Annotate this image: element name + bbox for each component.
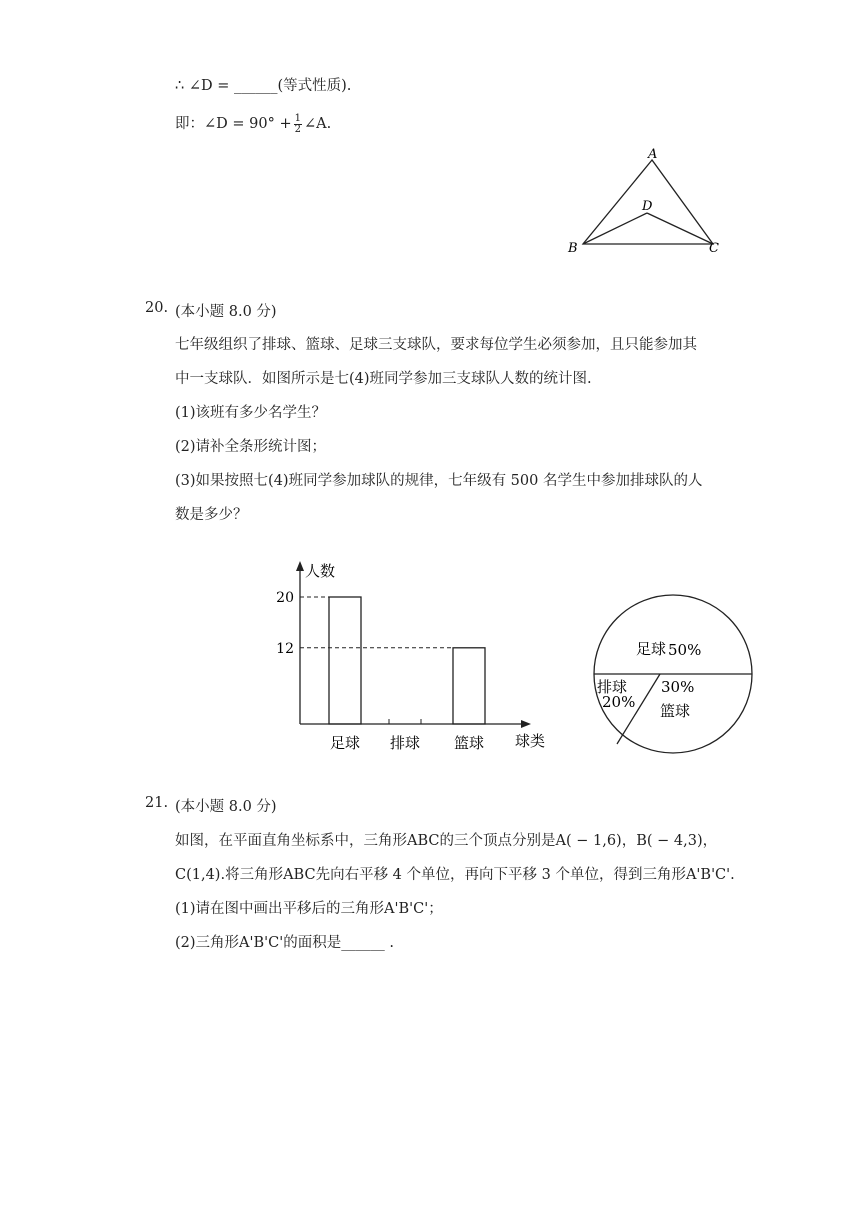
x-tick-label: 足球: [329, 734, 361, 752]
label-c: C: [709, 241, 719, 256]
q20-sub1: (1)该班有多少名学生？: [175, 405, 327, 421]
triangle-abc: [583, 160, 713, 244]
pie-slice-label: 足球: [636, 640, 667, 658]
q19-result-line: [175, 112, 331, 135]
y-axis-arrow: [296, 561, 304, 571]
q20-sub2: (2)请补全条形统计图；: [175, 439, 327, 455]
y-axis-label: 人数: [305, 562, 336, 580]
q20-para-line2: 中一支球队．如图所示是七(4)班同学参加三支球队人数的统计图.: [175, 371, 592, 387]
pie-slice-label: 篮球: [660, 702, 691, 720]
x-axis-arrow: [521, 720, 531, 728]
q21-sub2: (2)三角形A'B'C'的面积是______ .: [175, 935, 394, 951]
x-tick-label: 排球: [389, 734, 421, 752]
fraction-numerator: 1: [294, 112, 301, 124]
q21-line1: 如图，在平面直角坐标系中，三角形ABC的三个顶点分别是A( − 1,6)，B( − 4,3)，: [175, 833, 718, 849]
q20-sub3-line1: (3)如果按照七(4)班同学参加球队的规律，七年级有 500 名学生中参加排球队的人: [175, 473, 703, 489]
half-fraction: [294, 114, 302, 135]
q20-score: (本小题 8.0 分): [175, 304, 277, 320]
q21-score: (本小题 8.0 分): [175, 799, 277, 815]
label-d: D: [642, 199, 653, 214]
pie-divider-diagonal: [617, 674, 660, 744]
pie-slice-percent: 50%: [668, 641, 702, 659]
q20-para-line1: 七年级组织了排球、篮球、足球三支球队，要求每位学生必须参加，且只能参加其: [175, 337, 697, 353]
label-a: A: [648, 147, 658, 162]
segment-bd: [583, 213, 647, 244]
segment-cd: [647, 213, 713, 244]
q19-result-prefix: 即：∠D = 90° +: [175, 116, 292, 132]
q21-number: 21.: [145, 795, 169, 811]
x-tick-label: 篮球: [453, 734, 485, 752]
bar-篮球: [453, 648, 485, 724]
pie-slice-percent: 30%: [661, 678, 695, 696]
label-b: B: [568, 241, 578, 256]
x-axis-label: 球类: [515, 732, 546, 750]
y-tick-label: 12: [276, 640, 294, 657]
pie-slice-percent: 20%: [602, 693, 636, 711]
y-tick-label: 20: [276, 590, 294, 606]
pie-circle: [594, 595, 752, 753]
fraction-denominator: 2: [294, 123, 301, 135]
q19-conclusion-line: ∴ ∠D = ______(等式性质).: [175, 78, 352, 94]
q21-line2: C(1,4).将三角形ABC先向右平移 4 个单位，再向下平移 3 个单位，得到三角形A'B'C'.: [175, 867, 735, 883]
q19-result-suffix: ∠A.: [303, 116, 332, 132]
q20-number: 20.: [145, 300, 169, 316]
q20-sub3-line2: 数是多少？: [175, 507, 248, 523]
pie-slice-label: 排球: [597, 678, 628, 696]
bar-足球: [329, 597, 361, 724]
q21-sub1: (1)请在图中画出平移后的三角形A'B'C'；: [175, 901, 443, 917]
